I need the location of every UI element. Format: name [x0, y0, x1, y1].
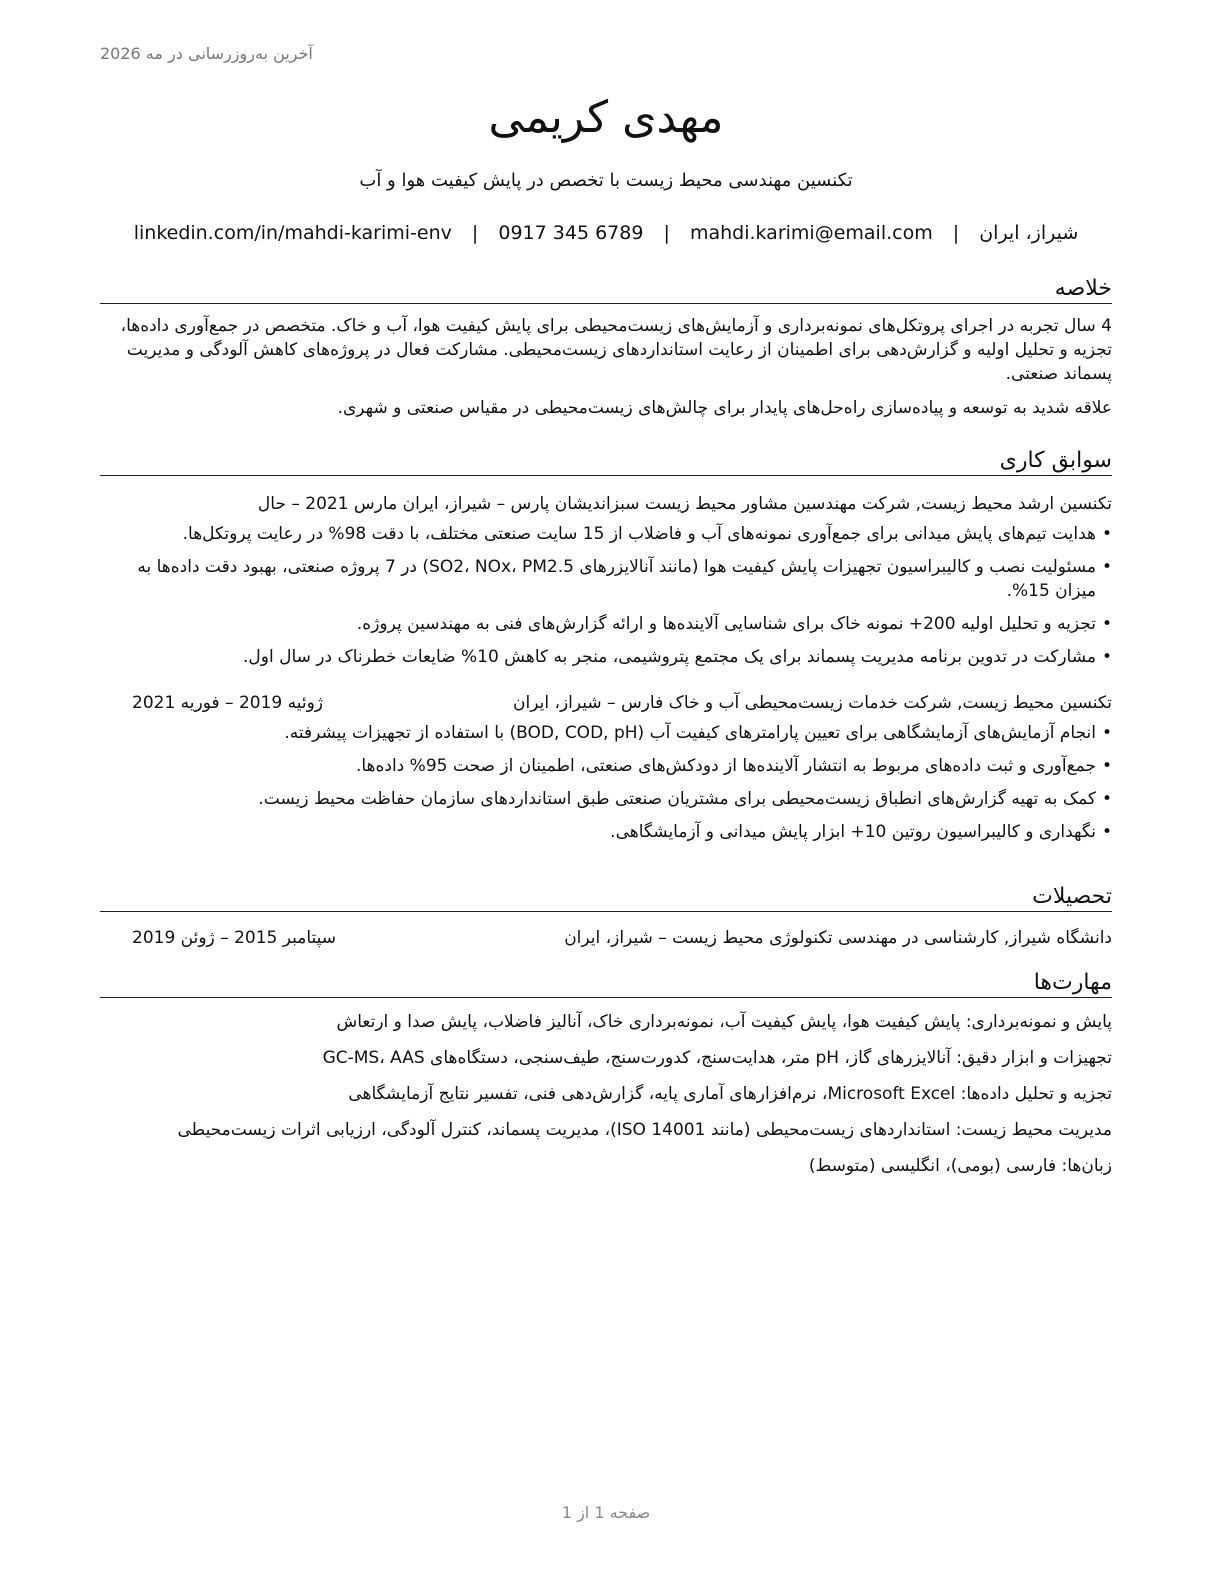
education-section: [100, 884, 1112, 950]
candidate-name: مهدی کریمی: [488, 92, 724, 143]
education-heading: دانشگاه شیراز, کارشناسی در مهندسی تکنولوژی محیط زیست – شیراز، ایران: [564, 928, 1112, 948]
skills-section: [100, 970, 1112, 1178]
resume-page: [100, 0, 1112, 1584]
job-date: ژوئیه 2019 – فوریه 2021: [132, 693, 324, 713]
summary-paragraph: 4 سال تجربه در اجرای پروتکل‌های نمونه‌برداری و آزمایش‌های زیست‌محیطی برای پایش کیفیت هوا، آب و خاک. متخصص در جمع‌آوری داده‌ها، تجزیه و تحلیل اولیه و گزارش‌دهی برای اطمینان از رعایت استانداردهای زیست‌محیطی. مشارکت فعال در پروژه‌های کاهش آلودگی و مدیریت پسماند صنعتی.: [120, 316, 1112, 384]
contact-separator: |: [471, 222, 479, 244]
education-title: تحصیلات: [100, 884, 1112, 912]
list-item: • نگهداری و کالیبراسیون روتین 10+ ابزار پایش میدانی و آزمایشگاهی.: [100, 820, 1112, 844]
list-item: • کمک به تهیه گزارش‌های انطباق زیست‌محیطی برای مشتریان صنعتی طبق استانداردهای سازمان حفاظت محیط زیست.: [100, 787, 1112, 811]
list-item: • مشارکت در تدوین برنامه مدیریت پسماند برای یک مجتمع پتروشیمی، منجر به کاهش 10% ضایعات خطرناک در سال اول.: [100, 645, 1112, 669]
summary-section: [100, 276, 1112, 420]
job-heading: تکنسین محیط زیست, شرکت خدمات زیست‌محیطی آب و خاک فارس – شیراز، ایران: [513, 693, 1112, 713]
contact-linkedin[interactable]: linkedin.com/in/mahdi-karimi-env: [133, 222, 452, 244]
contact-separator: |: [663, 222, 670, 244]
contact-separator: |: [952, 222, 960, 244]
job-bullets: [100, 522, 1112, 669]
education-item: [100, 926, 1112, 950]
last-updated-note: آخرین به‌روزرسانی در مه 2026: [100, 44, 313, 63]
contact-email[interactable]: mahdi.karimi@email.com: [689, 222, 933, 244]
job-bullets: [100, 721, 1112, 844]
summary-title: خلاصه: [100, 276, 1112, 304]
list-item: • جمع‌آوری و ثبت داده‌های مربوط به انتشار آلاینده‌ها از دودکش‌های صنعتی، اطمینان از صحت 95% داده‌ها.: [100, 754, 1112, 778]
summary-paragraph: علاقه شدید به توسعه و پیاده‌سازی راه‌حل‌های پایدار برای چالش‌های زیست‌محیطی در مقیاس صنعتی و شهری.: [337, 398, 1112, 418]
list-item: • تجزیه و تحلیل اولیه 200+ نمونه خاک برای شناسایی آلاینده‌ها و ارائه گزارش‌های فنی به مهندسین پروژه.: [100, 612, 1112, 636]
experience-title: سوابق کاری: [100, 448, 1112, 476]
experience-section: [100, 448, 1112, 853]
skill-line: تجهیزات و ابزار دقیق: آنالایزرهای گاز، pH متر، هدایت‌سنج، کدورت‌سنج، طیف‌سنجی، دستگاه‌های GC-MS، AAS: [322, 1048, 1112, 1068]
skill-line: تجزیه و تحلیل داده‌ها: Microsoft Excel، نرم‌افزارهای آماری پایه، گزارش‌دهی فنی، تفسیر نتایج آزمایشگاهی: [348, 1084, 1112, 1104]
contact-phone[interactable]: 0917 345 6789: [498, 222, 644, 244]
skill-line: زبان‌ها: فارسی (بومی)، انگلیسی (متوسط): [808, 1156, 1112, 1176]
list-item: • مسئولیت نصب و کالیبراسیون تجهیزات پایش کیفیت هوا (مانند آنالایزرهای SO2، NOx، PM2.5) در 7 پروژه صنعتی، بهبود دقت داده‌ها به میزان 15%.: [100, 555, 1112, 603]
skill-line: پایش و نمونه‌برداری: پایش کیفیت هوا، پایش کیفیت آب، نمونه‌برداری خاک، آنالیز فاضلاب، پایش صدا و ارتعاش: [336, 1012, 1112, 1032]
skill-line: مدیریت محیط زیست: استانداردهای زیست‌محیطی (مانند ISO 14001)، مدیریت پسماند، کنترل آلودگی، ارزیابی اثرات زیست‌محیطی: [177, 1120, 1112, 1140]
education-date: سپتامبر 2015 – ژوئن 2019: [132, 928, 337, 948]
contact-location: شیراز، ایران: [979, 222, 1079, 244]
job-entry: [100, 492, 1112, 669]
job-heading-row: [100, 492, 1112, 516]
candidate-headline: تکنسین مهندسی محیط زیست با تخصص در پایش کیفیت هوا و آب: [359, 170, 853, 191]
job-heading-row: [100, 691, 1112, 715]
job-entry: [100, 691, 1112, 844]
list-item: • هدایت تیم‌های پایش میدانی برای جمع‌آوری نمونه‌های آب و فاضلاب از 15 سایت صنعتی مختلف، با دقت 98% در رعایت پروتکل‌ها.: [100, 522, 1112, 546]
list-item: • انجام آزمایش‌های آزمایشگاهی برای تعیین پارامترهای کیفیت آب (BOD, COD, pH) با استفاده از تجهیزات پیشرفته.: [100, 721, 1112, 745]
page-number: صفحه 1 از 1: [561, 1503, 651, 1522]
skills-title: مهارت‌ها: [100, 970, 1112, 998]
job-heading: تکنسین ارشد محیط زیست, شرکت مهندسین مشاور محیط زیست سبزاندیشان پارس – شیراز، ایران مارس 2021 – حال: [257, 494, 1112, 514]
contact-line: [100, 222, 1112, 244]
